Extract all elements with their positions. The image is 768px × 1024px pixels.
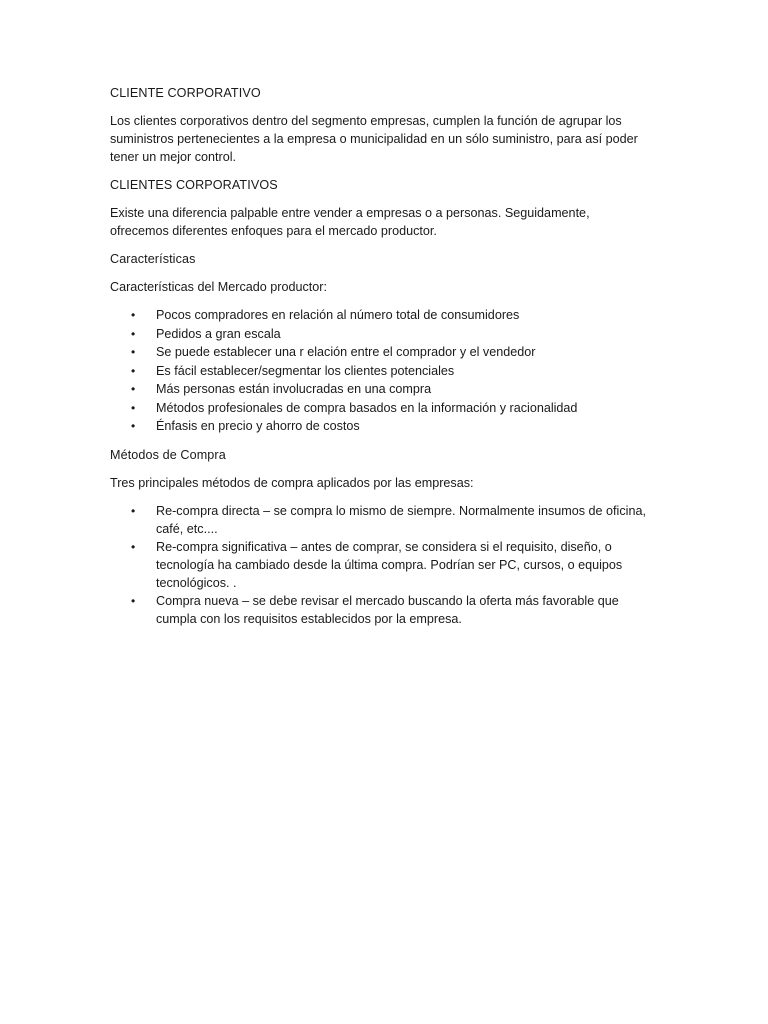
bullet-icon: • (131, 419, 136, 433)
list-item-text: Se puede establecer una r elación entre el comprador y el vendedor (156, 345, 536, 359)
list-item (110, 592, 650, 628)
list-item (110, 399, 650, 418)
heading-cliente-corporativo: CLIENTE CORPORATIVO (110, 86, 261, 100)
list-item-text: Pedidos a gran escala (156, 326, 281, 341)
bullet-icon: • (131, 539, 136, 554)
characteristics-list (110, 306, 650, 436)
list-item (110, 502, 650, 538)
list-item (110, 380, 650, 399)
paragraph-metodos-empresas: Tres principales métodos de compra aplicados por las empresas: (110, 475, 474, 490)
heading-clientes-corporativos: CLIENTES CORPORATIVOS (110, 178, 278, 192)
bullet-icon: • (131, 382, 136, 396)
list-item (110, 362, 650, 381)
list-item (110, 417, 650, 436)
list-item (110, 306, 650, 325)
bullet-icon: • (131, 363, 136, 378)
bullet-icon: • (131, 326, 136, 341)
list-item (110, 343, 650, 362)
list-item-text: Más personas están involucradas en una compra (156, 382, 432, 396)
list-item-text: Es fácil establecer/segmentar los clientes potenciales (156, 363, 455, 378)
heading-metodos-de-compra: Métodos de Compra (110, 447, 226, 462)
paragraph-diferencia: Existe una diferencia palpable entre vender a empresas o a personas. Seguidamente, ofrecemos diferentes enfoques para el mercado productor. (110, 206, 590, 238)
bullet-icon: • (131, 345, 136, 359)
list-item-text: Métodos profesionales de compra basados en la información y racionalidad (156, 400, 578, 415)
methods-list (110, 502, 650, 628)
list-item-text: Compra nueva – se debe revisar el mercado buscando la oferta más favorable que cumpla con los requisitos establecidos por la empresa. (156, 593, 619, 626)
list-item-text: Re-compra significativa – antes de comprar, se considera si el requisito, diseño, o tecnología ha cambiado desde la última compra. Podrían ser PC, cursos, o equipos tecnológicos. . (156, 539, 623, 590)
bullet-icon: • (131, 308, 136, 322)
heading-caracteristicas: Características (110, 252, 196, 266)
list-item (110, 325, 650, 344)
document-body (110, 84, 650, 638)
list-item-text: Énfasis en precio y ahorro de costos (156, 419, 360, 433)
paragraph-caracteristicas-mercado: Características del Mercado productor: (110, 280, 327, 294)
bullet-icon: • (131, 400, 136, 415)
list-item-text: Re-compra directa – se compra lo mismo de siempre. Normalmente insumos de oficina, café, etc.... (156, 503, 646, 536)
bullet-icon: • (131, 503, 136, 518)
list-item (110, 538, 650, 592)
paragraph-clientes-corporativos-intro: Los clientes corporativos dentro del segmento empresas, cumplen la función de agrupar los suministros pertenecientes a la empresa o municipalidad en un sólo suministro, para así poder tener un mejor control. (110, 114, 638, 164)
list-item-text: Pocos compradores en relación al número total de consumidores (156, 308, 520, 322)
bullet-icon: • (131, 593, 136, 608)
